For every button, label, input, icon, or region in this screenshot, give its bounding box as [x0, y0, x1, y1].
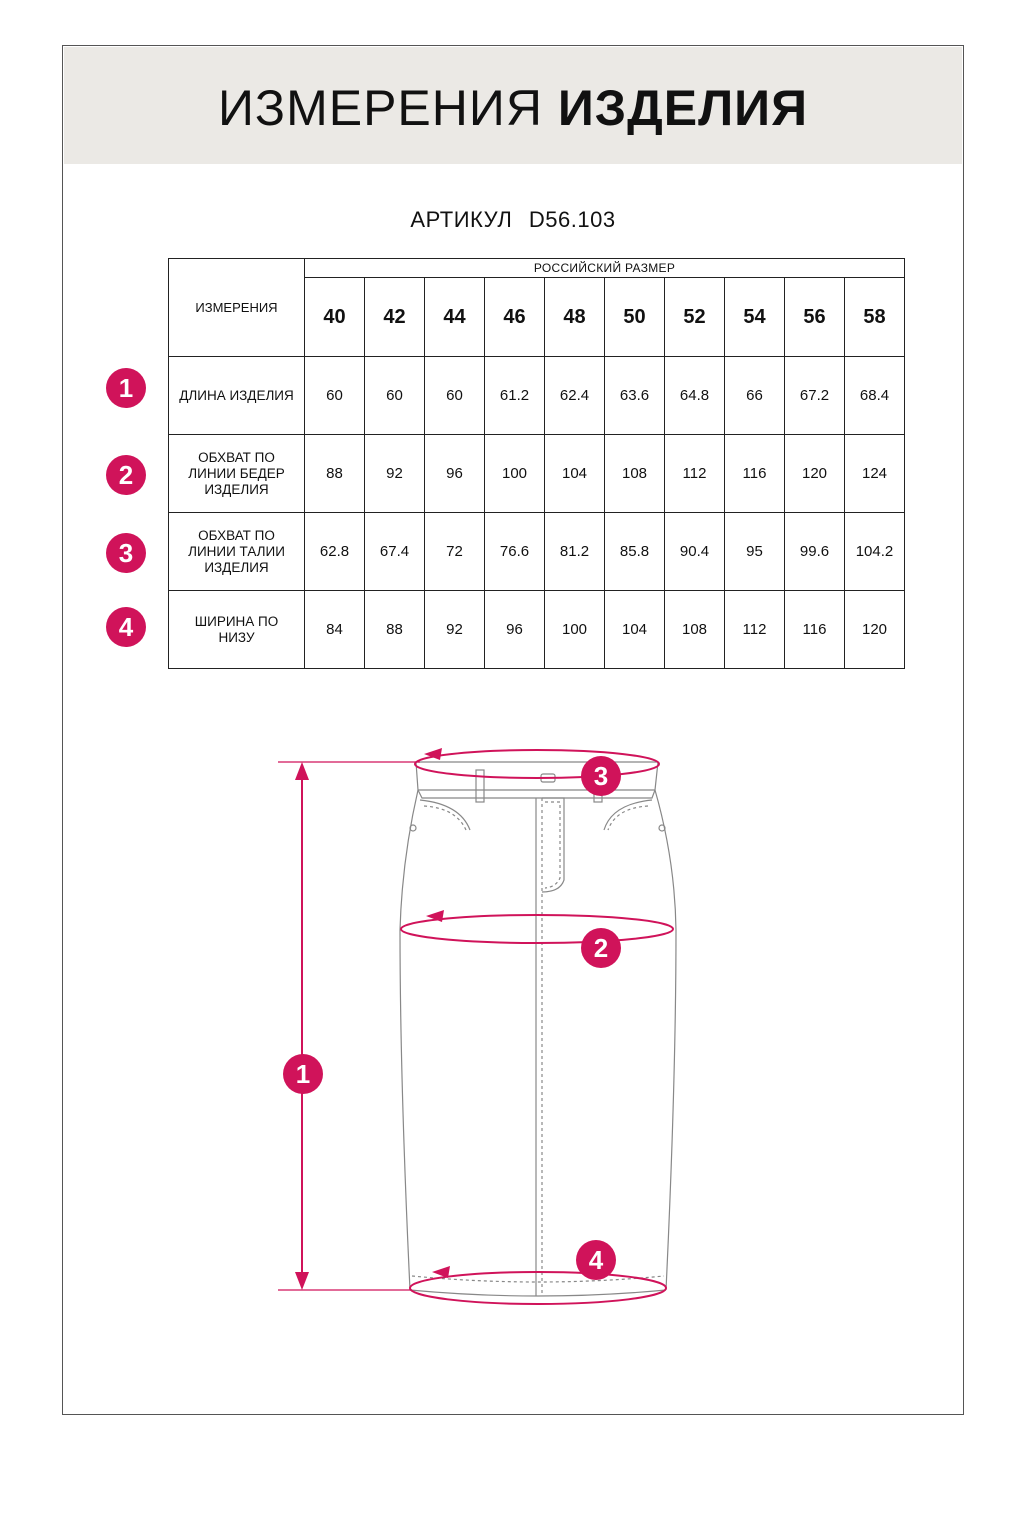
table-cell: 124 — [845, 435, 905, 513]
table-cell: 92 — [425, 591, 485, 669]
table-cell: 116 — [725, 435, 785, 513]
table-cell: 100 — [545, 591, 605, 669]
size-header: 42 — [365, 278, 425, 357]
table-cell: 96 — [485, 591, 545, 669]
table-cell: 92 — [365, 435, 425, 513]
row-number-badge: 4 — [106, 607, 146, 647]
size-header: 52 — [665, 278, 725, 357]
table-cell: 72 — [425, 513, 485, 591]
table-cell: 67.2 — [785, 357, 845, 435]
size-group-header: РОССИЙСКИЙ РАЗМЕР — [305, 259, 905, 278]
size-header: 56 — [785, 278, 845, 357]
size-header: 50 — [605, 278, 665, 357]
table-cell: 88 — [305, 435, 365, 513]
waist-ellipse — [415, 750, 659, 778]
table-cell: 95 — [725, 513, 785, 591]
table-cell: 64.8 — [665, 357, 725, 435]
table-cell: 62.4 — [545, 357, 605, 435]
diagram-marker-length: 1 — [283, 1054, 323, 1094]
table-cell: 112 — [665, 435, 725, 513]
title-bold: ИЗДЕЛИЯ — [557, 80, 809, 136]
table-cell: 84 — [305, 591, 365, 669]
table-cell: 104.2 — [845, 513, 905, 591]
table-cell: 108 — [605, 435, 665, 513]
size-header: 40 — [305, 278, 365, 357]
row-label: ОБХВАТ ПО ЛИНИИ БЕДЕР ИЗДЕЛИЯ — [169, 435, 305, 513]
table-cell: 60 — [425, 357, 485, 435]
table-cell: 96 — [425, 435, 485, 513]
table-cell: 100 — [485, 435, 545, 513]
table-cell: 66 — [725, 357, 785, 435]
size-header: 44 — [425, 278, 485, 357]
size-header: 58 — [845, 278, 905, 357]
row-number-badge: 2 — [106, 455, 146, 495]
table-cell: 104 — [605, 591, 665, 669]
row-number-badge: 3 — [106, 533, 146, 573]
diagram-marker-waist: 3 — [581, 756, 621, 796]
row-label: ОБХВАТ ПО ЛИНИИ ТАЛИИ ИЗДЕЛИЯ — [169, 513, 305, 591]
table-cell: 108 — [665, 591, 725, 669]
table-cell: 67.4 — [365, 513, 425, 591]
table-cell: 90.4 — [665, 513, 725, 591]
table-cell: 112 — [725, 591, 785, 669]
skirt-outline — [400, 762, 676, 1296]
table-cell: 81.2 — [545, 513, 605, 591]
table-cell: 60 — [305, 357, 365, 435]
row-label: ДЛИНА ИЗДЕЛИЯ — [169, 357, 305, 435]
hem-ellipse — [410, 1272, 666, 1304]
diagram-marker-hip: 2 — [581, 928, 621, 968]
title-light: ИЗМЕРЕНИЯ — [217, 80, 543, 136]
row-label: ШИРИНА ПО НИЗУ — [169, 591, 305, 669]
row-number-badge: 1 — [106, 368, 146, 408]
size-header: 54 — [725, 278, 785, 357]
table-cell: 63.6 — [605, 357, 665, 435]
measurement-marks — [278, 750, 673, 1304]
diagram-marker-hem: 4 — [576, 1240, 616, 1280]
arrow-heads — [295, 748, 450, 1290]
table-cell: 60 — [365, 357, 425, 435]
table-cell: 99.6 — [785, 513, 845, 591]
table-cell: 116 — [785, 591, 845, 669]
table-cell: 120 — [845, 591, 905, 669]
table-cell: 85.8 — [605, 513, 665, 591]
size-header: 48 — [545, 278, 605, 357]
table-cell: 88 — [365, 591, 425, 669]
article-code: D56.103 — [528, 207, 616, 232]
table-cell: 68.4 — [845, 357, 905, 435]
size-header: 46 — [485, 278, 545, 357]
measure-header: ИЗМЕРЕНИЯ — [169, 259, 305, 357]
article-label: АРТИКУЛ — [410, 207, 513, 232]
table-cell: 62.8 — [305, 513, 365, 591]
table-cell: 76.6 — [485, 513, 545, 591]
table-cell: 104 — [545, 435, 605, 513]
table-cell: 61.2 — [485, 357, 545, 435]
table-cell: 120 — [785, 435, 845, 513]
